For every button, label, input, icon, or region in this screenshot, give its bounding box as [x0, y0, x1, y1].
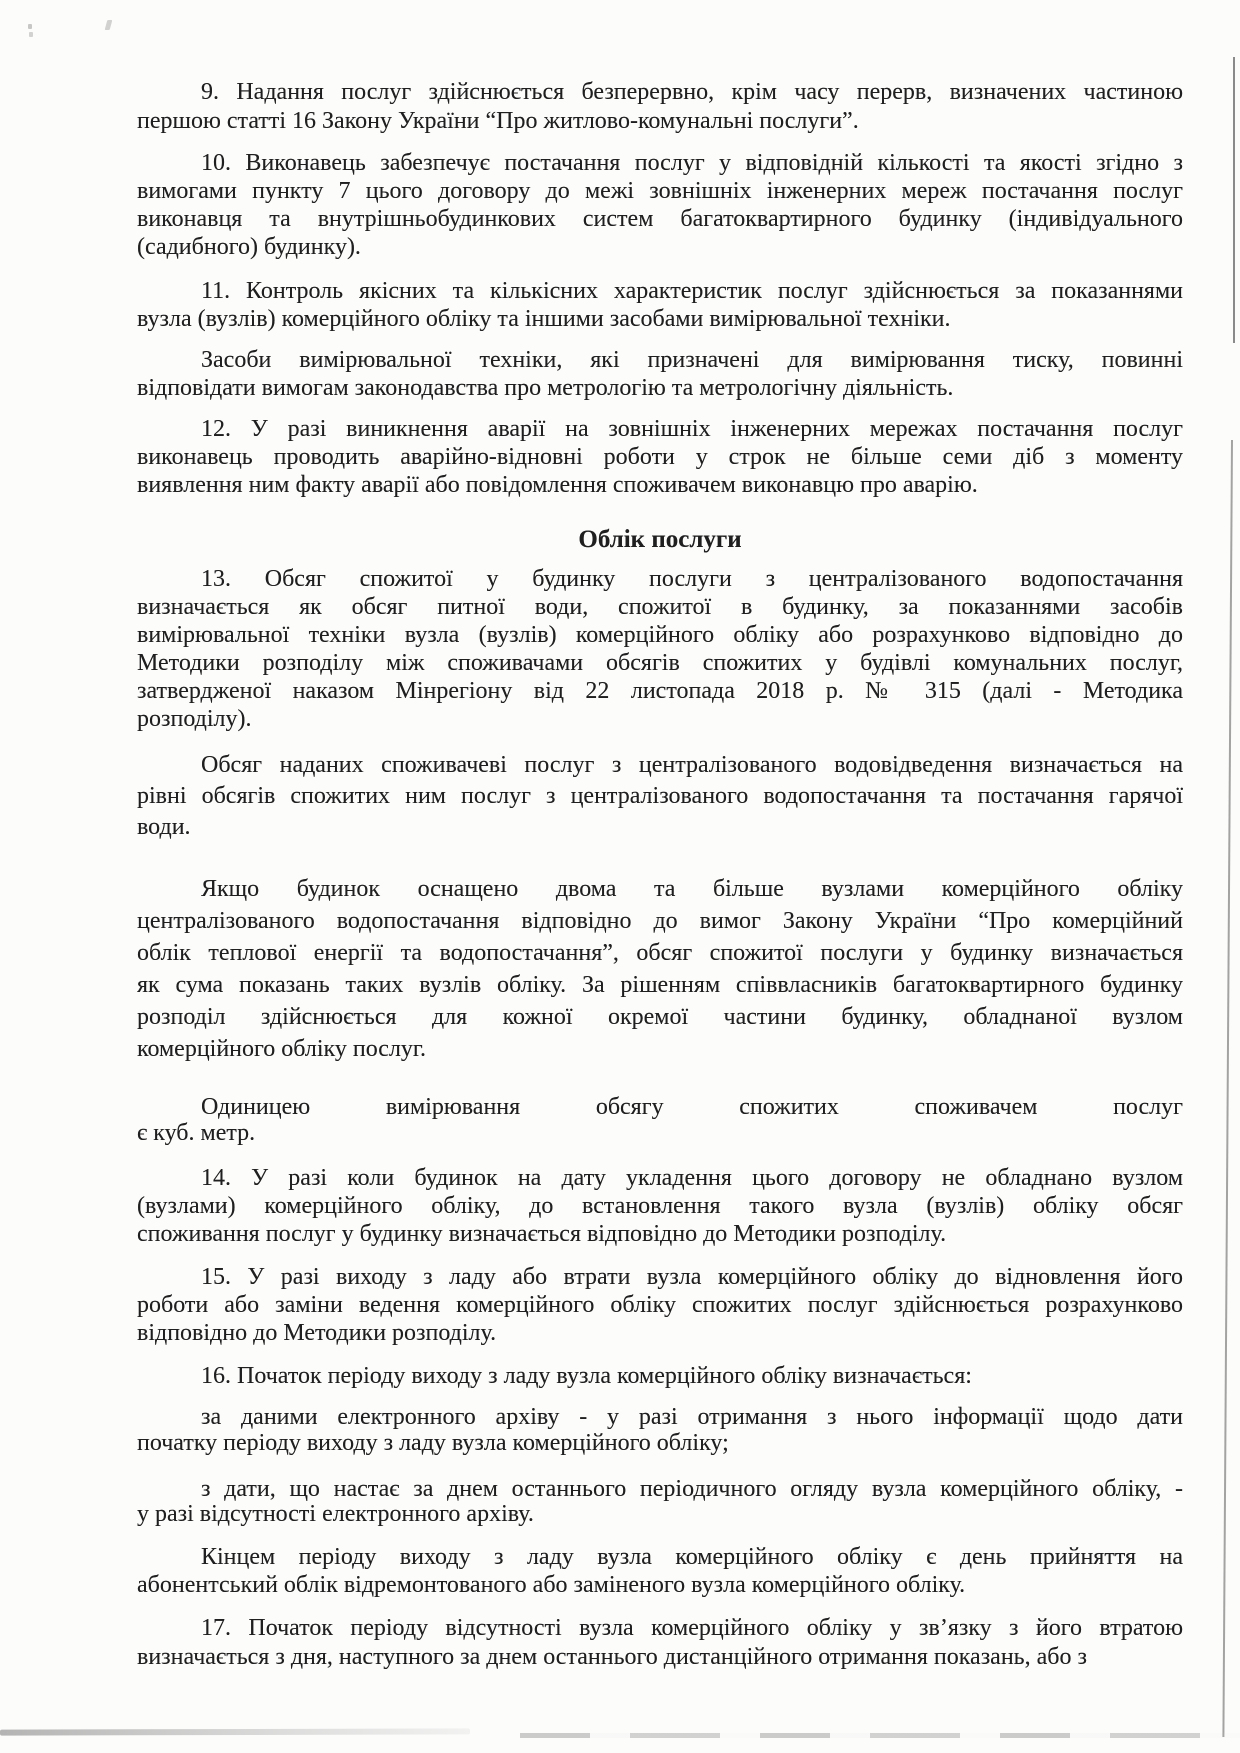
- scan-artifact-vertical-line: [1222, 440, 1233, 1737]
- paragraph: [137, 1094, 1183, 1146]
- text-line: розподілу).: [137, 706, 252, 732]
- paragraph: [137, 750, 1183, 843]
- paragraph: [137, 1404, 1183, 1456]
- text-line: як сума показань таких вузлів обліку. За рішенням співвласників багатоквартирного будинку: [137, 972, 1183, 998]
- text-line: Методики розподілу між споживачами обсягів спожитих у будівлі комунальних послуг,: [137, 650, 1183, 676]
- section-heading: [137, 525, 1183, 554]
- paragraph: [137, 873, 1183, 1065]
- text-line: відповідати вимогам законодавства про метрологію та метрологічну діяльність.: [137, 375, 954, 401]
- paragraph-17: [137, 1614, 1183, 1672]
- text-line: абонентський облік відремонтованого або заміненого вузла комерційного обліку.: [137, 1572, 966, 1598]
- text-line: Якщо будинок оснащено двома та більше вузлами комерційного обліку: [201, 876, 1183, 902]
- text-line: з дати, що настає за днем останнього періодичного огляду вузла комерційного обліку, -: [201, 1476, 1183, 1502]
- text-line: виконавця та внутрішньобудинкових систем багатоквартирного будинку (індивідуального: [137, 206, 1183, 232]
- text-line: 13. Обсяг спожитої у будинку послуги з централізованого водопостачання: [201, 566, 1183, 592]
- scan-speck: [105, 20, 113, 30]
- text-line: 12. У разі виникнення аварії на зовнішніх інженерних мережах постачання послуг: [201, 416, 1183, 442]
- text-line: 9. Надання послуг здійснюється безперервно, крім часу перерв, визначених частиною: [201, 79, 1183, 105]
- paragraph-11: [137, 277, 1183, 333]
- text-line: Кінцем періоду виходу з ладу вузла комерційного обліку є день прийняття на: [201, 1544, 1183, 1570]
- text-line: Облік послуги: [578, 526, 742, 553]
- scan-artifact-vertical-line: [1233, 57, 1235, 343]
- text-line: 16. Початок періоду виходу з ладу вузла комерційного обліку визначається:: [201, 1363, 972, 1389]
- paragraph-15: [137, 1263, 1183, 1347]
- scan-speck: [28, 24, 32, 29]
- paragraph: [137, 346, 1183, 402]
- paragraph-10: [137, 149, 1183, 261]
- text-line: розподіл здійснюється для кожної окремої частини будинку, обладнаної вузлом: [137, 1004, 1183, 1030]
- paragraph: [137, 1477, 1183, 1527]
- text-line: затвердженої наказом Мінрегіону від 22 листопада 2018 р. № 315 (далі - Методика: [137, 678, 1183, 704]
- text-line: (вузлами) комерційного обліку, до встановлення такого вузла (вузлів) обліку обсяг: [137, 1193, 1183, 1219]
- text-line: визначається як обсяг питної води, спожитої в будинку, за показаннями засобів: [137, 594, 1183, 620]
- text-line: Одиницею вимірювання обсягу спожитих споживачем послуг: [201, 1094, 1183, 1120]
- text-line: Засоби вимірювальної техніки, які призначені для вимірювання тиску, повинні: [201, 347, 1183, 373]
- text-line: вимогами пункту 7 цього договору до межі зовнішніх інженерних мереж постачання послуг: [137, 178, 1183, 204]
- text-line: роботи або заміни ведення комерційного обліку спожитих послуг здійснюється розрахунково: [137, 1292, 1183, 1318]
- text-line: у разі відсутності електронного архіву.: [137, 1501, 534, 1527]
- text-line: вимірювальної техніки вузла (вузлів) комерційного обліку або розрахунково відповідно до: [137, 622, 1183, 648]
- text-line: комерційного обліку послуг.: [137, 1036, 427, 1062]
- text-line: води.: [137, 814, 191, 840]
- text-line: вузла (вузлів) комерційного обліку та іншими засобами вимірювальної техніки.: [137, 306, 951, 332]
- text-line: виявлення ним факту аварії або повідомлення споживачем виконавцю про аварію.: [137, 472, 978, 498]
- text-line: споживання послуг у будинку визначається відповідно до Методики розподілу.: [137, 1221, 947, 1247]
- paragraph-16: [137, 1362, 1183, 1390]
- text-line: рівні обсягів спожитих ним послуг з централізованого водопостачання та постачання гарячої: [137, 783, 1183, 809]
- text-line: 10. Виконавець забезпечує постачання послуг у відповідній кількості та якості згідно з: [201, 150, 1183, 176]
- text-line: першою статті 16 Закону України “Про житлово-комунальні послуги”.: [137, 108, 859, 134]
- text-line: (садибного) будинку).: [137, 234, 361, 260]
- paragraph-13: [137, 565, 1183, 733]
- text-line: виконавець проводить аварійно-відновні роботи у строк не більше семи діб з моменту: [137, 444, 1183, 470]
- text-line: 15. У разі виходу з ладу або втрати вузла комерційного обліку до відновлення його: [201, 1264, 1183, 1290]
- document-text: [137, 78, 1183, 1672]
- text-line: Обсяг наданих споживачеві послуг з централізованого водовідведення визначається на: [201, 752, 1183, 778]
- text-line: є куб. метр.: [137, 1120, 256, 1146]
- paragraph-12: [137, 415, 1183, 499]
- paragraph-9: [137, 78, 1183, 136]
- text-line: централізованого водопостачання відповідно до вимог Закону України “Про комерційний: [137, 908, 1183, 934]
- text-line: 17. Початок періоду відсутності вузла комерційного обліку у зв’язку з його втратою: [201, 1615, 1183, 1641]
- paragraph-14: [137, 1164, 1183, 1248]
- scan-artifact-bottom-smudge: [0, 1728, 470, 1735]
- text-line: початку періоду виходу з ладу вузла комерційного обліку;: [137, 1430, 729, 1456]
- scan-artifact-bottom-smudge: [520, 1733, 1240, 1738]
- text-line: 11. Контроль якісних та кількісних характеристик послуг здійснюється за показаннями: [201, 278, 1183, 304]
- text-line: відповідно до Методики розподілу.: [137, 1320, 497, 1346]
- paragraph: [137, 1543, 1183, 1599]
- text-line: облік теплової енергії та водопостачання”, обсяг спожитої послуги у будинку визначається: [137, 940, 1183, 966]
- text-line: за даними електронного архіву - у разі отримання з нього інформації щодо дати: [201, 1404, 1183, 1430]
- text-line: 14. У разі коли будинок на дату укладення цього договору не обладнано вузлом: [201, 1165, 1183, 1191]
- text-line: визначається з дня, наступного за днем останнього дистанційного отримання показань, або з: [137, 1644, 1087, 1670]
